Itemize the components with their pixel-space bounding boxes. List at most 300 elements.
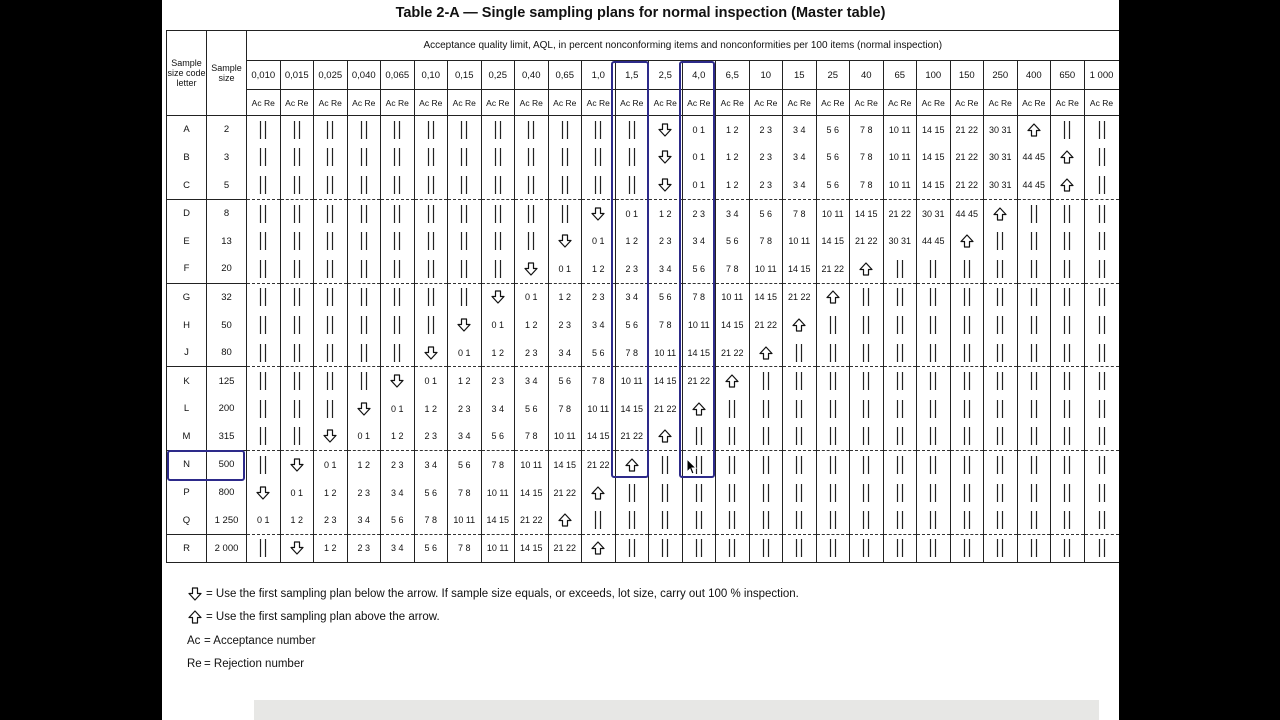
arrow-shaft-cell	[347, 171, 381, 199]
arrow-shaft-cell	[716, 451, 750, 479]
arrow-shaft-cell	[883, 311, 917, 339]
table-row	[167, 283, 1120, 311]
ac-re-value: 0 1	[682, 171, 716, 199]
arrow-shaft	[323, 150, 337, 164]
ac-re-value: 10 11	[816, 199, 850, 227]
arrow-shaft-cell	[1017, 479, 1051, 507]
code-letter-cell: B	[167, 144, 207, 172]
ac-re-value: 14 15	[615, 395, 649, 423]
ac-re-value: 2 3	[548, 311, 582, 339]
arrow-cell	[649, 116, 683, 144]
ac-re-value: 7 8	[850, 144, 884, 172]
arrow-shaft-cell	[280, 423, 314, 451]
arrow-shaft	[926, 402, 940, 416]
arrow-shaft-cell	[314, 144, 348, 172]
arrow-shaft-cell	[883, 339, 917, 367]
arrow-shaft	[1095, 402, 1109, 416]
arrow-shaft	[1027, 429, 1041, 443]
arrow-shaft-cell	[984, 283, 1018, 311]
arrow-shaft-cell	[347, 255, 381, 283]
down-arrow-icon	[491, 290, 505, 304]
ac-re-value: 10 11	[883, 116, 917, 144]
arrow-shaft	[290, 374, 304, 388]
arrow-shaft-cell	[1051, 367, 1085, 395]
ac-re-value: 1 2	[515, 311, 549, 339]
arrow-cell	[649, 423, 683, 451]
arrow-shaft-cell	[381, 255, 415, 283]
arrow-shaft	[826, 458, 840, 472]
ac-re-value: 5 6	[448, 451, 482, 479]
arrow-shaft-cell	[984, 534, 1018, 562]
arrow-shaft	[1027, 346, 1041, 360]
arrow-shaft-cell	[716, 534, 750, 562]
arrow-shaft	[893, 374, 907, 388]
aql-level-header: 0,015	[280, 61, 314, 90]
ac-re-value: 5 6	[381, 507, 415, 535]
arrow-shaft	[1060, 290, 1074, 304]
arrow-shaft	[993, 541, 1007, 555]
ac-re-value: 0 1	[682, 144, 716, 172]
ac-re-header: Ac Re	[783, 90, 817, 116]
arrow-shaft-cell	[314, 283, 348, 311]
ac-re-value: 14 15	[515, 479, 549, 507]
arrow-shaft-cell	[649, 451, 683, 479]
aql-level-header: 650	[1051, 61, 1085, 90]
ac-re-header: Ac Re	[347, 90, 381, 116]
ac-re-value: 5 6	[414, 479, 448, 507]
arrow-shaft	[993, 402, 1007, 416]
code-letter-cell: A	[167, 116, 207, 144]
arrow-shaft-cell	[347, 227, 381, 255]
ac-re-value: 0 1	[582, 227, 616, 255]
legend-row-ac	[184, 629, 799, 653]
arrow-shaft	[256, 123, 270, 137]
ac-re-value: 14 15	[548, 451, 582, 479]
legend-ac-text: = Acceptance number	[204, 634, 316, 647]
ac-re-header: Ac Re	[716, 90, 750, 116]
legend-row-down	[184, 582, 799, 606]
arrow-shaft	[256, 374, 270, 388]
arrow-shaft	[290, 178, 304, 192]
arrow-shaft	[323, 234, 337, 248]
ac-re-value: 2 3	[582, 283, 616, 311]
ac-re-value: 7 8	[481, 451, 515, 479]
ac-re-value: 14 15	[850, 199, 884, 227]
arrow-shaft	[323, 123, 337, 137]
arrow-shaft-cell	[381, 339, 415, 367]
arrow-shaft	[558, 178, 572, 192]
table-row	[167, 479, 1120, 507]
ac-re-value: 44 45	[1017, 144, 1051, 172]
ac-re-header: Ac Re	[749, 90, 783, 116]
legend-up-text: = Use the first sampling plan above the arrow.	[206, 611, 440, 624]
arrow-shaft-cell	[1084, 311, 1119, 339]
arrow-shaft-cell	[1084, 144, 1119, 172]
arrow-shaft-cell	[448, 283, 482, 311]
ac-re-value: 10 11	[582, 395, 616, 423]
arrow-shaft-cell	[950, 395, 984, 423]
ac-re-value: 7 8	[850, 171, 884, 199]
arrow-shaft-cell	[984, 367, 1018, 395]
arrow-shaft-cell	[1017, 339, 1051, 367]
down-arrow-icon	[184, 587, 206, 601]
arrow-shaft-cell	[850, 423, 884, 451]
aql-level-header: 0,65	[548, 61, 582, 90]
arrow-shaft-cell	[414, 255, 448, 283]
arrow-shaft-cell	[1084, 227, 1119, 255]
arrow-shaft-cell	[347, 339, 381, 367]
arrow-shaft-cell	[414, 116, 448, 144]
ac-re-value: 5 6	[816, 171, 850, 199]
arrow-cell	[1051, 144, 1085, 172]
code-letter-cell: F	[167, 255, 207, 283]
aql-level-header: 0,10	[414, 61, 448, 90]
arrow-cell	[984, 199, 1018, 227]
ac-re-value: 3 4	[682, 227, 716, 255]
code-letter-header: Sample size code letter	[167, 31, 207, 116]
arrow-shaft	[290, 290, 304, 304]
sample-size-cell: 13	[207, 227, 247, 255]
aql-level-header: 0,010	[247, 61, 281, 90]
ac-re-value: 1 2	[381, 423, 415, 451]
up-arrow-icon	[558, 513, 572, 527]
ac-re-value: 2 3	[749, 144, 783, 172]
ac-re-value: 14 15	[917, 171, 951, 199]
arrow-shaft	[1027, 318, 1041, 332]
arrow-shaft-cell	[950, 507, 984, 535]
ac-re-value: 7 8	[448, 479, 482, 507]
ac-re-value: 3 4	[414, 451, 448, 479]
arrow-shaft	[792, 541, 806, 555]
ac-re-value: 7 8	[716, 255, 750, 283]
arrow-shaft-cell	[1017, 451, 1051, 479]
arrow-shaft	[926, 458, 940, 472]
arrow-shaft-cell	[1084, 423, 1119, 451]
arrow-shaft-cell	[314, 311, 348, 339]
ac-re-value: 0 1	[682, 116, 716, 144]
arrow-shaft	[826, 429, 840, 443]
down-arrow-icon	[323, 429, 337, 443]
ac-re-value: 0 1	[448, 339, 482, 367]
arrow-shaft	[859, 541, 873, 555]
arrow-shaft	[960, 318, 974, 332]
arrow-shaft-cell	[1017, 534, 1051, 562]
arrow-shaft	[893, 290, 907, 304]
arrow-shaft-cell	[917, 311, 951, 339]
legend	[184, 582, 799, 676]
arrow-shaft-cell	[615, 479, 649, 507]
aql-level-header: 25	[816, 61, 850, 90]
arrow-shaft	[960, 374, 974, 388]
ac-re-value: 10 11	[615, 367, 649, 395]
arrow-shaft	[993, 346, 1007, 360]
arrow-shaft	[826, 346, 840, 360]
arrow-shaft	[1060, 541, 1074, 555]
mouse-cursor-icon	[686, 458, 700, 476]
ac-re-value: 3 4	[381, 479, 415, 507]
arrow-shaft-cell	[984, 255, 1018, 283]
arrow-shaft	[1095, 123, 1109, 137]
ac-re-value: 14 15	[716, 311, 750, 339]
sample-size-cell: 500	[207, 451, 247, 479]
arrow-shaft	[625, 486, 639, 500]
ac-re-value: 10 11	[883, 144, 917, 172]
arrow-shaft-cell	[783, 395, 817, 423]
ac-re-value: 3 4	[716, 199, 750, 227]
arrow-shaft-cell	[816, 339, 850, 367]
arrow-shaft	[1095, 541, 1109, 555]
aql-level-header: 150	[950, 61, 984, 90]
ac-re-value: 14 15	[917, 144, 951, 172]
table-row	[167, 395, 1120, 423]
arrow-shaft	[1060, 458, 1074, 472]
arrow-shaft	[591, 178, 605, 192]
down-arrow-icon	[357, 402, 371, 416]
ac-re-value: 21 22	[582, 451, 616, 479]
ac-re-value: 7 8	[749, 227, 783, 255]
down-arrow-icon	[256, 486, 270, 500]
table-row	[167, 144, 1120, 172]
table-title: Table 2-A — Single sampling plans for normal inspection (Master table)	[395, 5, 886, 21]
ac-re-value: 3 4	[481, 395, 515, 423]
arrow-shaft-cell	[247, 423, 281, 451]
arrow-shaft-cell	[280, 116, 314, 144]
arrow-shaft	[390, 123, 404, 137]
sample-size-cell: 20	[207, 255, 247, 283]
arrow-shaft	[1095, 178, 1109, 192]
ac-re-value: 2 3	[615, 255, 649, 283]
ac-re-value: 1 2	[280, 507, 314, 535]
ac-re-value: 21 22	[716, 339, 750, 367]
arrow-shaft	[424, 178, 438, 192]
arrow-shaft	[256, 541, 270, 555]
arrow-shaft-cell	[1051, 507, 1085, 535]
arrow-shaft	[826, 318, 840, 332]
arrow-shaft-cell	[314, 227, 348, 255]
arrow-shaft-cell	[749, 479, 783, 507]
code-letter-cell: J	[167, 339, 207, 367]
arrow-shaft-cell	[850, 479, 884, 507]
arrow-cell	[749, 339, 783, 367]
up-arrow-icon	[1060, 150, 1074, 164]
table-row	[167, 199, 1120, 227]
arrow-shaft	[390, 150, 404, 164]
arrow-cell	[280, 451, 314, 479]
ac-re-value: 30 31	[984, 116, 1018, 144]
arrow-shaft	[256, 402, 270, 416]
ac-re-value: 5 6	[682, 255, 716, 283]
ac-re-value: 7 8	[682, 283, 716, 311]
arrow-shaft	[457, 290, 471, 304]
arrow-shaft	[826, 541, 840, 555]
arrow-shaft-cell	[816, 367, 850, 395]
arrow-shaft-cell	[515, 171, 549, 199]
arrow-shaft	[290, 123, 304, 137]
arrow-shaft	[1027, 262, 1041, 276]
arrow-shaft-cell	[917, 451, 951, 479]
sample-size-cell: 2 000	[207, 534, 247, 562]
arrow-shaft-cell	[314, 255, 348, 283]
ac-re-value: 0 1	[247, 507, 281, 535]
arrow-shaft-cell	[247, 451, 281, 479]
arrow-shaft	[859, 486, 873, 500]
arrow-shaft-cell	[883, 423, 917, 451]
arrow-shaft-cell	[448, 255, 482, 283]
arrow-shaft-cell	[984, 227, 1018, 255]
ac-re-value: 0 1	[347, 423, 381, 451]
up-arrow-icon	[993, 207, 1007, 221]
ac-re-value: 21 22	[883, 199, 917, 227]
ac-re-value: 30 31	[883, 227, 917, 255]
arrow-shaft	[1095, 207, 1109, 221]
ac-re-header: Ac Re	[1051, 90, 1085, 116]
down-arrow-icon	[424, 346, 438, 360]
arrow-shaft	[859, 513, 873, 527]
ac-re-header: Ac Re	[649, 90, 683, 116]
arrow-shaft	[759, 458, 773, 472]
arrow-shaft	[725, 541, 739, 555]
arrow-shaft-cell	[247, 395, 281, 423]
arrow-shaft	[792, 402, 806, 416]
arrow-shaft	[993, 234, 1007, 248]
arrow-shaft-cell	[314, 367, 348, 395]
arrow-shaft	[1060, 207, 1074, 221]
arrow-shaft	[993, 458, 1007, 472]
ac-re-value: 5 6	[548, 367, 582, 395]
code-letter-cell: M	[167, 423, 207, 451]
arrow-shaft	[256, 346, 270, 360]
ac-re-value: 10 11	[682, 311, 716, 339]
arrow-shaft	[357, 374, 371, 388]
arrow-shaft	[826, 374, 840, 388]
arrow-shaft	[826, 513, 840, 527]
arrow-shaft-cell	[615, 144, 649, 172]
arrow-shaft	[524, 178, 538, 192]
arrow-shaft-cell	[314, 339, 348, 367]
ac-re-value: 14 15	[515, 534, 549, 562]
arrow-shaft-cell	[247, 283, 281, 311]
ac-re-value: 2 3	[414, 423, 448, 451]
ac-re-value: 5 6	[515, 395, 549, 423]
arrow-shaft-cell	[247, 144, 281, 172]
arrow-shaft-cell	[280, 255, 314, 283]
arrow-shaft	[692, 541, 706, 555]
arrow-cell	[1051, 171, 1085, 199]
arrow-shaft-cell	[381, 144, 415, 172]
arrow-shaft	[759, 402, 773, 416]
ac-re-value: 5 6	[816, 144, 850, 172]
arrow-shaft-cell	[1051, 534, 1085, 562]
ac-re-value: 14 15	[582, 423, 616, 451]
arrow-shaft	[256, 178, 270, 192]
arrow-shaft-cell	[314, 116, 348, 144]
arrow-shaft	[290, 207, 304, 221]
ac-re-value: 7 8	[548, 395, 582, 423]
ac-re-value: 14 15	[749, 283, 783, 311]
arrow-shaft-cell	[716, 479, 750, 507]
ac-re-value: 10 11	[481, 479, 515, 507]
arrow-shaft	[457, 262, 471, 276]
sample-size-cell: 1 250	[207, 507, 247, 535]
table-row	[167, 451, 1120, 479]
arrow-shaft	[558, 150, 572, 164]
arrow-shaft	[792, 513, 806, 527]
aql-level-header: 65	[883, 61, 917, 90]
arrow-shaft-cell	[950, 255, 984, 283]
arrow-shaft	[1095, 513, 1109, 527]
up-arrow-icon	[725, 374, 739, 388]
ac-re-value: 3 4	[548, 339, 582, 367]
arrow-shaft	[457, 123, 471, 137]
ac-re-value: 2 3	[749, 116, 783, 144]
arrow-shaft-cell	[1017, 423, 1051, 451]
ac-re-value: 7 8	[414, 507, 448, 535]
arrow-shaft-cell	[883, 283, 917, 311]
arrow-shaft-cell	[1017, 311, 1051, 339]
arrow-shaft-cell	[448, 116, 482, 144]
up-arrow-icon	[625, 458, 639, 472]
arrow-cell	[716, 367, 750, 395]
aql-level-header: 0,065	[381, 61, 415, 90]
arrow-shaft-cell	[1051, 451, 1085, 479]
arrow-shaft	[893, 513, 907, 527]
arrow-shaft	[323, 262, 337, 276]
arrow-shaft-cell	[1051, 227, 1085, 255]
arrow-shaft-cell	[1084, 395, 1119, 423]
arrow-cell	[381, 367, 415, 395]
arrow-shaft-cell	[816, 507, 850, 535]
ac-re-value: 1 2	[481, 339, 515, 367]
arrow-shaft	[893, 486, 907, 500]
code-letter-cell: Q	[167, 507, 207, 535]
arrow-shaft-cell	[783, 451, 817, 479]
arrow-shaft	[558, 207, 572, 221]
arrow-shaft-cell	[1084, 283, 1119, 311]
ac-re-value: 5 6	[816, 116, 850, 144]
arrow-shaft-cell	[917, 255, 951, 283]
arrow-shaft	[591, 150, 605, 164]
arrow-shaft	[859, 402, 873, 416]
arrow-shaft-cell	[1084, 171, 1119, 199]
arrow-shaft	[1060, 374, 1074, 388]
arrow-shaft-cell	[1084, 451, 1119, 479]
arrow-shaft-cell	[1017, 255, 1051, 283]
arrow-shaft	[256, 318, 270, 332]
arrow-shaft-cell	[1084, 479, 1119, 507]
arrow-shaft	[725, 458, 739, 472]
arrow-shaft	[390, 234, 404, 248]
legend-ac-symbol: Ac	[187, 634, 201, 647]
ac-re-value: 0 1	[481, 311, 515, 339]
arrow-cell	[414, 339, 448, 367]
ac-re-value: 0 1	[381, 395, 415, 423]
arrow-shaft-cell	[314, 395, 348, 423]
arrow-shaft-cell	[615, 171, 649, 199]
arrow-shaft	[1060, 513, 1074, 527]
arrow-shaft-cell	[481, 116, 515, 144]
arrow-shaft	[759, 429, 773, 443]
arrow-shaft	[424, 150, 438, 164]
arrow-shaft-cell	[984, 339, 1018, 367]
arrow-shaft	[625, 123, 639, 137]
table-row	[167, 367, 1120, 395]
arrow-shaft	[960, 458, 974, 472]
ac-re-value: 1 2	[448, 367, 482, 395]
ac-re-value: 1 2	[347, 451, 381, 479]
arrow-shaft-cell	[481, 199, 515, 227]
ac-re-value: 10 11	[649, 339, 683, 367]
arrow-shaft-cell	[1051, 479, 1085, 507]
